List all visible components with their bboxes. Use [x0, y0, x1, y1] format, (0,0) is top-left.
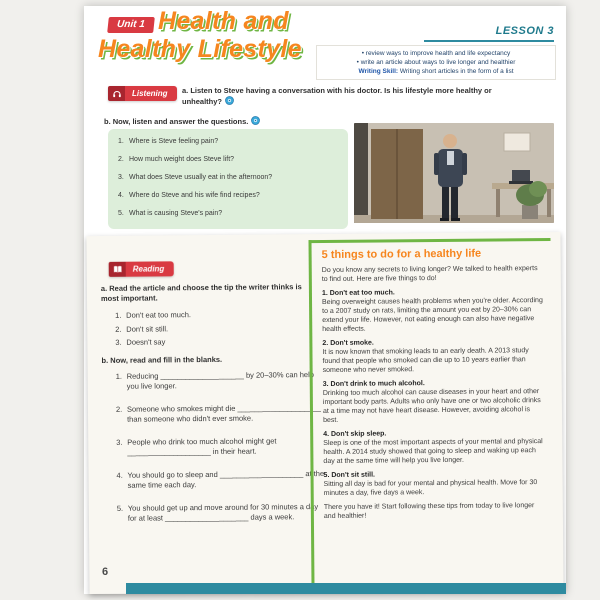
question-number: 2.	[118, 156, 124, 163]
option-number: 3.	[115, 337, 122, 347]
listening-task-b-text: b. Now, listen and answer the questions.	[104, 117, 249, 126]
reading-task-a: a. Read the article and choose the tip the writer thinks is most important.	[100, 282, 302, 303]
question-text: What is causing Steve's pain?	[129, 210, 223, 217]
reading-badge	[109, 261, 174, 277]
audio-cd-icon	[225, 96, 234, 108]
reading-blanks	[116, 370, 329, 537]
lesson-label: LESSON 3	[495, 25, 554, 37]
blank-number: 1.	[115, 371, 122, 381]
book-icon	[109, 262, 126, 277]
fill-blank-item	[116, 436, 328, 458]
page-number: 6	[102, 566, 109, 578]
audio-cd-icon	[251, 116, 260, 127]
option-number: 1.	[115, 310, 122, 320]
objective-item: • review ways to improve health and life expectancy	[321, 49, 551, 58]
question-text: What does Steve usually eat in the afternoon?	[129, 174, 273, 181]
lesson-divider	[424, 40, 554, 42]
fill-blank-item	[116, 370, 328, 392]
article-tip	[322, 287, 545, 334]
reading-task-b: b. Now, read and fill in the blanks.	[101, 354, 223, 365]
article-intro: Do you know any secrets to living longer? We talked to health experts to find out. Here are five things to do!	[321, 265, 538, 284]
listening-question	[118, 174, 338, 183]
tip-heading: 1. Don't eat too much.	[321, 289, 395, 298]
article-tip	[323, 378, 546, 425]
tip-heading: 2. Don't smoke.	[322, 339, 374, 348]
question-text: How much weight does Steve lift?	[129, 156, 235, 163]
reading-option	[115, 323, 325, 333]
listening-task-a	[182, 85, 532, 108]
objective-item: • write an article about ways to live longer and healthier	[321, 58, 551, 67]
blank-text: You should go to sleep and ____________________ at the same time each day.	[127, 469, 325, 490]
reading-badge-label: Reading	[126, 261, 174, 276]
writing-skill-line	[321, 67, 551, 76]
listening-badge-label: Listening	[125, 86, 177, 101]
tip-body: It is now known that smoking leads to an early death. A 2013 study found that people who smoked can die up to 10 years earlier than someone who never smoked.	[322, 347, 529, 375]
unit-badge: Unit 1	[107, 17, 154, 33]
page-sheet	[84, 6, 566, 594]
article-tip	[322, 337, 545, 375]
question-number: 5.	[118, 210, 124, 217]
tip-heading: 5. Don't sit still.	[323, 471, 376, 480]
blank-text: People who drink too much alcohol might get ____________________ in their heart.	[127, 436, 277, 457]
listening-question	[118, 192, 338, 201]
blank-number: 3.	[116, 437, 123, 447]
page-title-line1: Health and	[158, 7, 289, 35]
tip-body: Sitting all day is bad for your mental and physical health. Move for 30 minutes a day, five days a week.	[323, 479, 538, 498]
listening-photo	[354, 123, 554, 223]
tip-body: Being overweight causes health problems when you're older. According to a 2007 study on rats, limiting the amount you eat by 20–30% can extend your life. However, not eating enough can also have negative health effects.	[322, 297, 543, 334]
blank-number: 4.	[116, 470, 123, 480]
listening-task-a-text: a. Listen to Steve having a conversation with his doctor. Is his lifestyle more healthy or unhealthy?	[182, 86, 492, 106]
listening-question	[118, 156, 338, 165]
page-title-line2: Healthy Lifestyle	[98, 35, 302, 63]
reading-option	[115, 337, 325, 347]
option-text: Don't sit still.	[126, 323, 169, 334]
tip-body: Sleep is one of the most important aspects of your mental and physical health. A 2014 study showed that going to sleep and waking up each day at the same time will help you live longer.	[323, 438, 543, 466]
listening-question	[118, 210, 338, 219]
listening-questions-box	[108, 129, 348, 229]
question-text: Where do Steve and his wife find recipes?	[129, 192, 260, 199]
option-number: 2.	[115, 324, 122, 334]
article-tip	[324, 469, 547, 498]
blank-text: Reducing ____________________ by 20–30% can help you live longer.	[126, 370, 314, 391]
fill-blank-item	[116, 469, 328, 491]
reading-options	[115, 310, 325, 352]
article-tip	[323, 428, 546, 466]
reading-option	[115, 310, 325, 320]
photo-illustration	[354, 123, 554, 223]
tip-heading: 3. Don't drink to much alcohol.	[322, 380, 425, 389]
blank-text: You should get up and move around for 30 minutes a day for at least ____________________ days a week.	[127, 502, 319, 523]
blank-number: 2.	[115, 404, 123, 414]
article-outro: There you have it! Start following these tips from today to live longer and healthier!	[323, 502, 535, 521]
tip-body: Drinking too much alcohol can cause diseases in your heart and other important body parts. Adults who only have one or two alcoholic drinks at a time may not have heart disease. However, avoiding alcohol is best.	[322, 388, 541, 425]
question-text: Where is Steve feeling pain?	[129, 138, 219, 145]
writing-skill-label: Writing Skill:	[358, 68, 399, 75]
footer-bar	[126, 583, 566, 594]
writing-skill-text: Writing short articles in the form of a list	[398, 68, 514, 75]
lesson-objectives-box	[316, 45, 556, 80]
fill-blank-item	[117, 502, 329, 524]
question-number: 1.	[118, 138, 124, 145]
question-number: 3.	[118, 174, 124, 181]
reading-article	[308, 238, 553, 588]
listening-task-b	[104, 116, 260, 127]
tip-heading: 4. Don't skip sleep.	[323, 430, 387, 439]
option-text: Don't eat too much.	[126, 310, 191, 320]
headphones-icon	[108, 86, 125, 101]
option-text: Doesn't say	[126, 337, 166, 347]
blank-number: 5.	[116, 503, 124, 513]
listening-question	[118, 138, 338, 147]
fill-blank-item	[116, 403, 328, 425]
question-number: 4.	[118, 192, 124, 199]
listening-badge	[108, 86, 177, 101]
blank-text: Someone who smokes might die ____________________ than someone who didn't ever smoke.	[126, 403, 321, 424]
article-title: 5 things to do for a healthy life	[321, 247, 482, 262]
reading-paper	[86, 232, 563, 594]
